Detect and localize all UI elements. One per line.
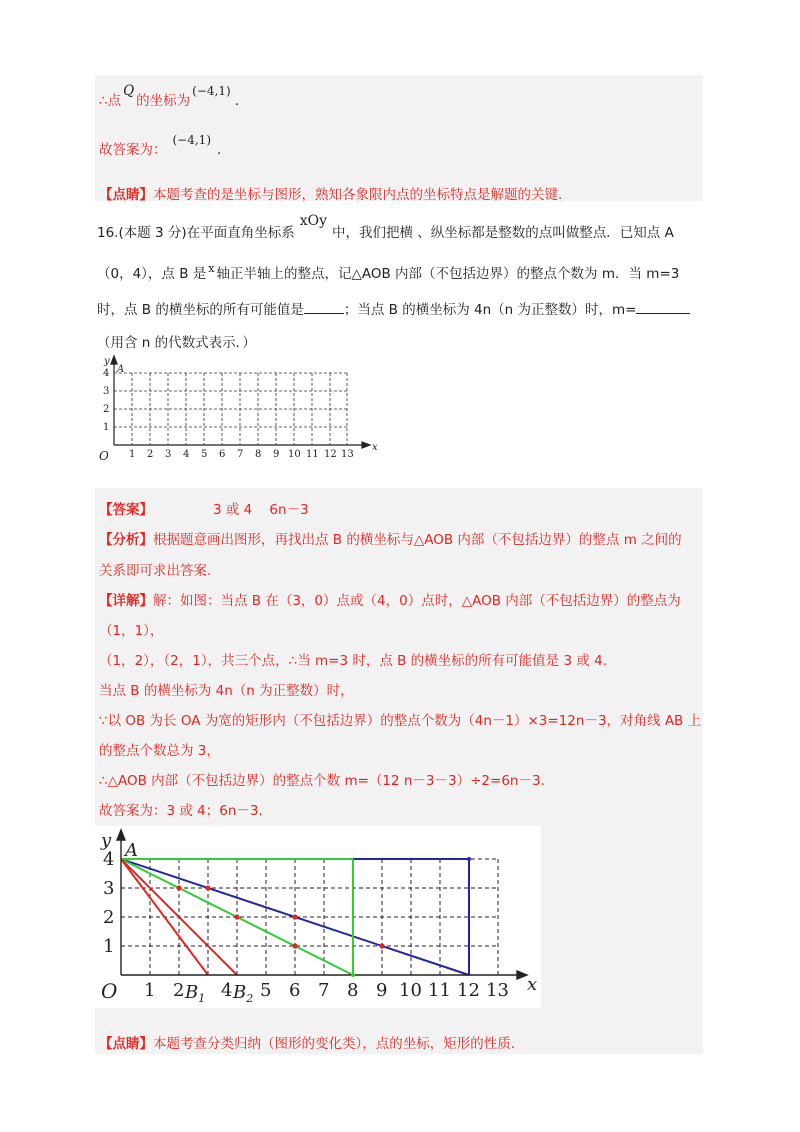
final-comment-line: 【点睛】本题考查分类归纳（图形的变化类），点的坐标，矩形的性质. (99, 1036, 516, 1052)
point-9-1 (379, 943, 384, 948)
x-tick: 13 (341, 449, 354, 460)
x-tick: 6 (219, 449, 226, 460)
y-axis-label: y (104, 356, 110, 367)
corner-point (467, 857, 471, 861)
x-tick: 13 (486, 980, 509, 1001)
y-tick: 3 (103, 878, 115, 899)
origin-label: O (99, 449, 109, 463)
answer-line: 故答案为：(−4,1). (99, 133, 222, 158)
x-tick: 4 (183, 449, 190, 460)
point-6-1 (292, 943, 297, 948)
detail-line-2: （1，1）， (99, 623, 164, 639)
x-tick: 7 (318, 980, 330, 1001)
question-line-1: 16.(本题 3 分)在平面直角坐标系xOy中，我们把横 、纵坐标都是整数的点叫做整点．已知点 A (97, 213, 674, 241)
analysis-line-2: 关系即可求出答案. (99, 563, 212, 579)
var-q: Q (123, 83, 135, 99)
question-line-3: 时，点 B 的横坐标的所有可能值是 ；当点 B 的横坐标为 4n（n 为正整数）时，m= (97, 298, 690, 318)
point-3-3 (205, 885, 210, 890)
x-tick: 5 (201, 449, 208, 460)
solution-grid-figure (95, 826, 541, 1008)
answer-tag: 【答案】 (99, 502, 153, 518)
x-tick: 5 (260, 980, 272, 1001)
x-tick: 1 (144, 980, 156, 1001)
point-a-label: A (125, 840, 138, 861)
detail-line-1: 【详解】解：如图：当点 B 在（3，0）点或（4，0）点时，△AOB 内部（不包括边界）的整点为 (99, 593, 681, 609)
y-axis-label: y (101, 830, 112, 851)
comment-line: 【点睛】本题考查的是坐标与图形，熟知各象限内点的坐标特点是解题的关键. (99, 187, 563, 203)
x-tick: 2 (173, 980, 185, 1001)
x-tick: 6 (289, 980, 301, 1001)
x-tick: 8 (347, 980, 359, 1001)
x-tick: 8 (255, 449, 262, 460)
y-tick: 4 (103, 849, 115, 870)
point-2-3 (176, 885, 181, 890)
detail-line-4: 当点 B 的横坐标为 4n（n 为正整数）时， (99, 683, 354, 699)
coordinate-system-label: xOy (299, 213, 327, 229)
coord-value: (−4,1) (192, 84, 231, 98)
x-tick: 11 (306, 449, 319, 460)
x-tick: 12 (324, 449, 337, 460)
x-tick: 9 (273, 449, 280, 460)
x-axis-label: x (372, 442, 378, 453)
conclusion-line: ∴点Q的坐标为(−4,1). (99, 83, 239, 109)
y-tick: 1 (103, 422, 110, 433)
point-a-label: A (117, 364, 125, 375)
y-tick: 2 (103, 907, 115, 928)
x-tick: 9 (376, 980, 388, 1001)
detail-line-7: ∴△AOB 内部（不包括边界）的整点个数 m=（12 n－3－3）÷2=6n－3. (99, 773, 545, 789)
comment-tag: 【点睛】 (99, 1036, 153, 1052)
x-tick: 4 (221, 980, 233, 1001)
grid-lines (114, 373, 347, 445)
answer-line (99, 498, 309, 518)
y-tick: 3 (103, 386, 110, 397)
analysis-line-1: 【分析】根据题意画出图形，再找出点 B 的横坐标与△AOB 内部（不包括边界）的整点 m 之间的 (99, 532, 682, 548)
green-corner-points (351, 973, 355, 977)
x-tick: 10 (288, 449, 301, 460)
detail-line-8: 故答案为：3 或 4；6n－3. (99, 803, 263, 819)
x-tick: 10 (399, 980, 422, 1001)
answer-blank-2 (636, 301, 690, 314)
detail-line-3: （1，2），（2，1），共三个点，∴当 m=3 时，点 B 的横坐标的所有可能值是 3 或 4. (99, 653, 608, 669)
coord-value: (−4,1) (172, 133, 212, 147)
x-tick: 1 (129, 449, 136, 460)
corner-point (351, 973, 355, 977)
comment-tag: 【点睛】 (99, 187, 153, 203)
b2-label: $B_2$ (233, 982, 254, 1005)
x-tick: 3 (165, 449, 172, 460)
answer-blank-1 (304, 301, 344, 314)
detail-line-6: 的整点个数总为 3， (99, 743, 220, 759)
y-tick: 4 (103, 368, 110, 379)
y-tick: 1 (103, 936, 115, 957)
x-tick: 2 (147, 449, 154, 460)
figure1-labels (99, 356, 378, 463)
b1-label: $B_1$ (185, 982, 206, 1005)
question-grid-figure (96, 352, 378, 464)
x-tick: 7 (237, 449, 244, 460)
question-line-4: （用含 n 的代数式表示．） (97, 335, 256, 351)
point-4-2 (234, 914, 239, 919)
y-tick: 2 (103, 404, 110, 415)
detail-line-5: ∵以 OB 为长 OA 为宽的矩形内（不包括边界）的整点个数为（4n－1）×3=12n－3，对角线 AB 上 (99, 713, 702, 729)
grid-lines (121, 859, 498, 975)
answer-value: 3 或 4 6n－3 (213, 502, 309, 518)
point-6-2 (292, 914, 297, 919)
question-line-2: （0，4），点 B 是 $^x$ 轴正半轴上的整点，记△AOB 内部（不包括边界）的整点个数为 m．当 m=3 (97, 262, 680, 282)
x-tick: 12 (457, 980, 480, 1001)
x-tick: 11 (428, 980, 451, 1001)
previous-answer-block (95, 75, 703, 201)
blue-corner-points (467, 857, 471, 861)
x-axis-label: x (527, 974, 538, 995)
solution-block (95, 488, 703, 1054)
origin-label: O (101, 979, 118, 1003)
